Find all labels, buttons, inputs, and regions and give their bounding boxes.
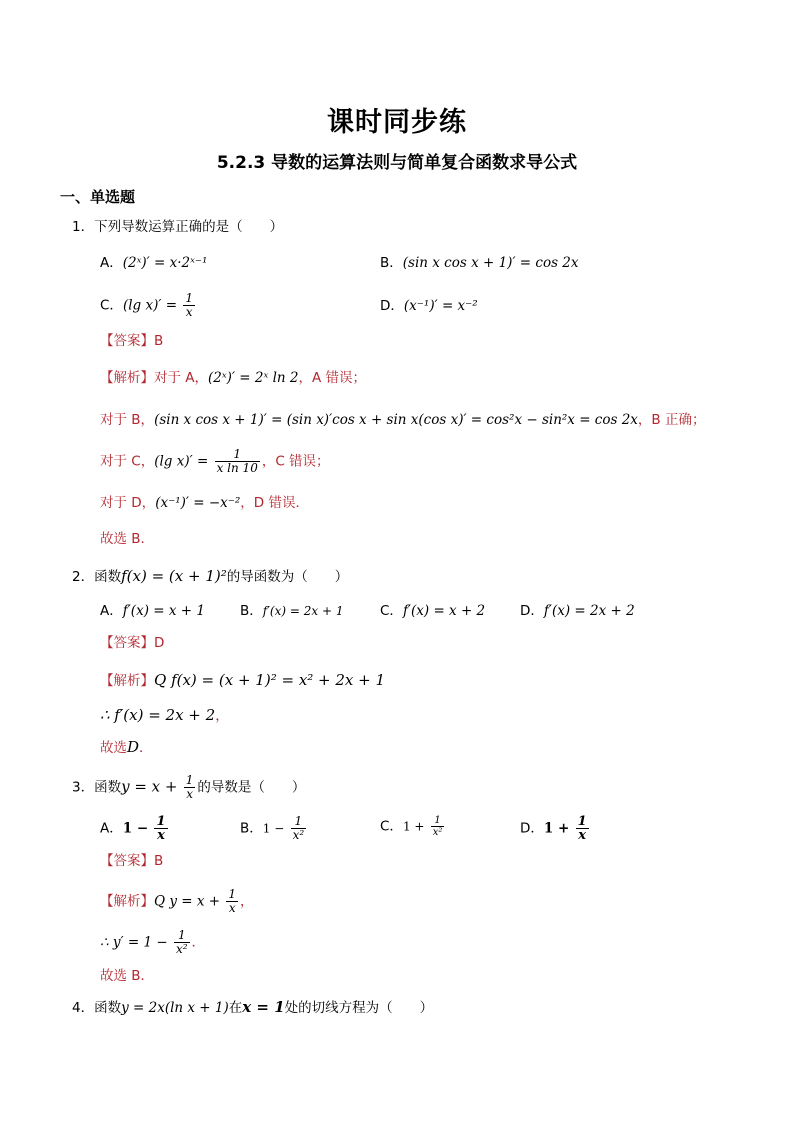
q3-answer: 【答案】B bbox=[100, 853, 164, 869]
fraction: $\frac{1}{x}$ bbox=[156, 814, 166, 843]
fraction: $\frac{1}{x}$ bbox=[577, 814, 587, 843]
q1-option-b[interactable] bbox=[380, 253, 579, 273]
section-heading: 一、单选题 bbox=[60, 188, 136, 206]
q1-option-c[interactable] bbox=[100, 292, 197, 319]
q3-stem: 3．函数y = x + $\frac{1}{x}$ 的导数是（ ） bbox=[72, 773, 306, 801]
option-label: C． bbox=[380, 603, 403, 619]
option-label: D． bbox=[520, 820, 544, 837]
q1-analysis-line-4: 对于 D，(x⁻¹)′ = −x⁻²，D 错误． bbox=[100, 495, 309, 511]
fraction: $\frac{1}{\text{x²}}$ bbox=[432, 815, 443, 838]
q1-option-d[interactable] bbox=[380, 296, 478, 316]
q3-option-d[interactable] bbox=[520, 815, 591, 842]
option-expr: 1 − bbox=[122, 820, 149, 837]
q3-option-c[interactable] bbox=[380, 815, 446, 838]
option-label: A． bbox=[100, 255, 123, 271]
option-label: B． bbox=[380, 255, 403, 271]
q1-option-a[interactable] bbox=[100, 253, 207, 273]
option-label: B． bbox=[240, 603, 263, 619]
q2-conclusion: 故选D． bbox=[100, 738, 153, 756]
option-label: A． bbox=[100, 603, 123, 619]
q1-analysis-line-2: 对于 B，(sin x cos x + 1)′ = (sin x)′cos x + sin x(cos x)′ = cos²x − sin²x = cos 2x，B 正确； bbox=[100, 412, 706, 428]
option-expr: f′(x) = x + 1 bbox=[122, 603, 205, 619]
q3-option-b[interactable] bbox=[240, 815, 308, 842]
option-expr: f′(x) = x + 2 bbox=[402, 603, 486, 619]
q1-analysis-line-3: 对于 C，(lg x)′ = $\frac{1}{\text{x ln 10}}$ ，C 错误； bbox=[100, 447, 330, 475]
q1-stem: 1．下列导数运算正确的是（ ） bbox=[72, 219, 284, 235]
option-label: D． bbox=[520, 603, 544, 619]
q2-answer: 【答案】D bbox=[100, 635, 165, 651]
option-expr: f′(x) = 2x + 1 bbox=[262, 604, 344, 618]
fraction: $\frac{1}{\text{x ln 10}}$ bbox=[216, 447, 258, 475]
q2-option-d[interactable] bbox=[520, 601, 635, 621]
q3-analysis-line-2: ∴ y′ = 1 − $\frac{1}{\text{x²}}$ ． bbox=[100, 928, 206, 956]
option-expr: 1 − bbox=[262, 821, 285, 836]
q1-analysis-line-1: 【解析】对于 A，(2ˣ)′ = 2ˣ ln 2，A 错误； bbox=[100, 370, 367, 386]
option-expr: 1 + bbox=[543, 820, 570, 837]
option-expr: (sin x cos x + 1)′ = cos 2x bbox=[402, 255, 579, 271]
q1-answer: 【答案】B bbox=[100, 333, 164, 349]
q3-option-a[interactable] bbox=[100, 815, 170, 842]
fraction: $\frac{1}{x}$ bbox=[185, 773, 194, 801]
page-subtitle: 5.2.3 导数的运算法则与简单复合函数求导公式 bbox=[216, 153, 578, 173]
q2-option-b[interactable] bbox=[240, 601, 343, 621]
q3-conclusion: 故选 B． bbox=[100, 968, 155, 984]
q2-stem: 2．函数f(x) = (x + 1)²的导函数为（ ） bbox=[72, 567, 349, 585]
fraction: $\frac{1}{x}$ bbox=[185, 291, 193, 319]
option-label: B． bbox=[240, 820, 263, 837]
q1-conclusion: 故选 B． bbox=[100, 531, 155, 547]
q4-stem: 4．函数y = 2x(ln x + 1)在x = 1处的切线方程为（ ） bbox=[72, 998, 434, 1016]
option-label: D． bbox=[380, 298, 404, 314]
fraction: $\frac{1}{\text{x²}}$ bbox=[175, 928, 188, 956]
q3-analysis-line-1: 【解析】Q y = x + $\frac{1}{x}$ ， bbox=[100, 887, 254, 915]
option-label: A． bbox=[100, 820, 123, 837]
option-label: C． bbox=[100, 297, 123, 314]
fraction: $\frac{1}{x}$ bbox=[228, 887, 237, 915]
option-expr: (2ˣ)′ = x·2ˣ⁻¹ bbox=[122, 255, 208, 271]
q2-analysis-line-1: 【解析】Q f(x) = (x + 1)² = x² + 2x + 1 bbox=[100, 671, 386, 689]
fraction: $\frac{1}{\text{x²}}$ bbox=[292, 814, 305, 842]
option-label: C． bbox=[380, 818, 403, 835]
option-expr: f′(x) = 2x + 2 bbox=[543, 603, 635, 619]
q2-analysis-line-2: ∴ f′(x) = 2x + 2， bbox=[100, 706, 229, 724]
option-expr: (x⁻¹)′ = x⁻² bbox=[403, 298, 478, 314]
page-title: 课时同步练 bbox=[327, 107, 467, 138]
q2-option-c[interactable] bbox=[380, 601, 485, 621]
option-expr: (lg x)′ = bbox=[122, 297, 178, 314]
q2-option-a[interactable] bbox=[100, 601, 205, 621]
option-expr: 1 + bbox=[402, 819, 425, 834]
